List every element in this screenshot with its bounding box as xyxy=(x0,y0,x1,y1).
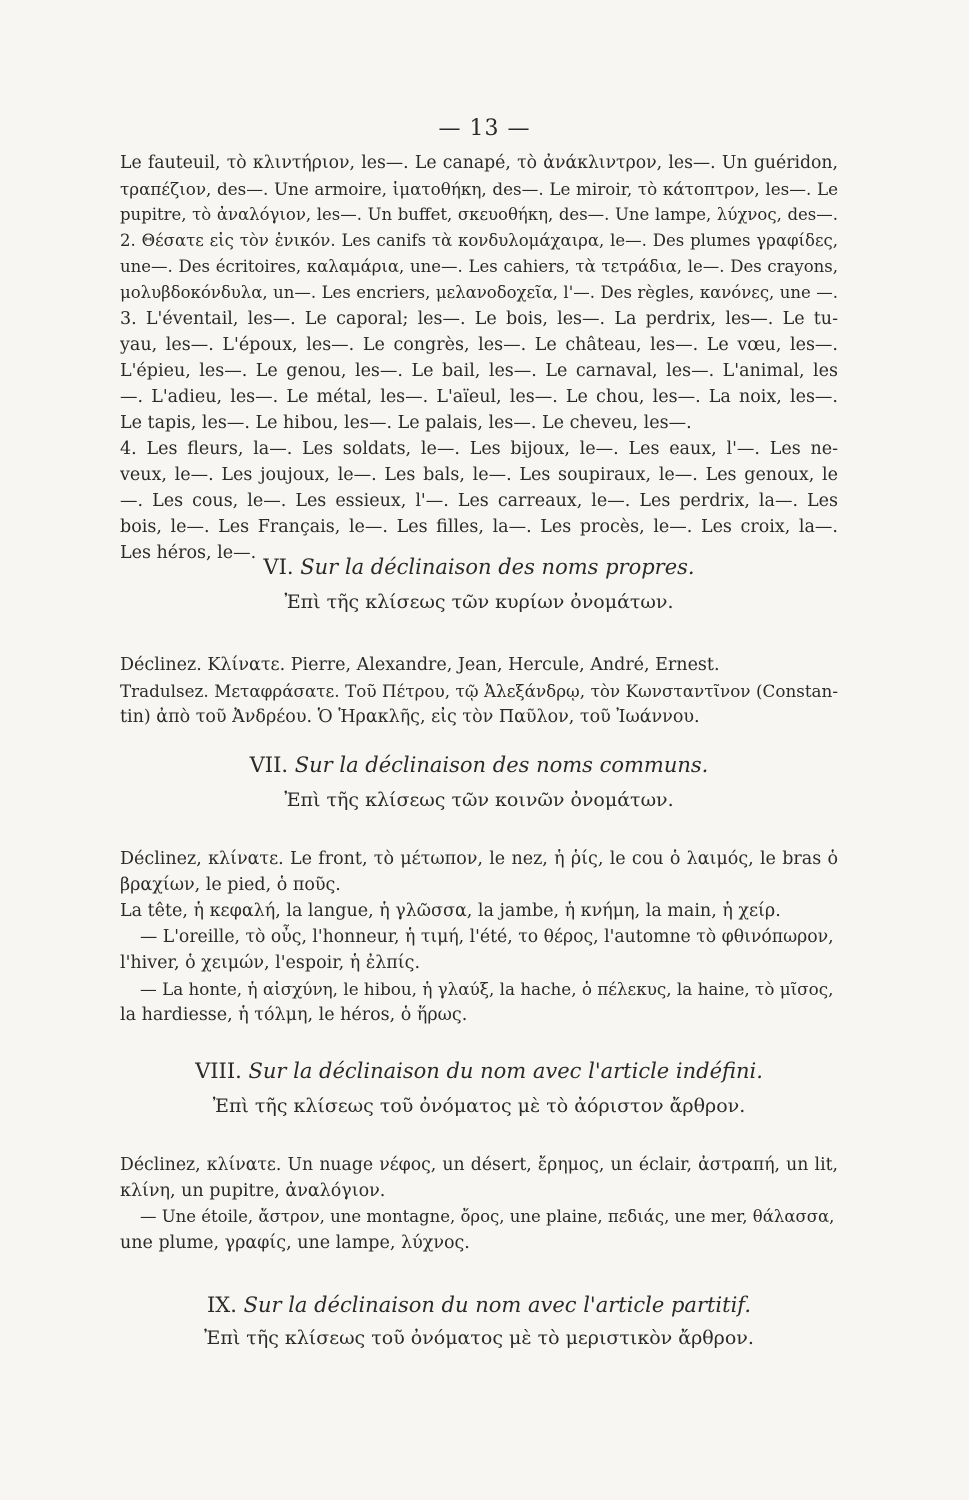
text-line: τραπέζιον, des—. Une armoire, ἱματοθήκη, des—. Le miroir, τὸ κάτοπτρον, les—. Le xyxy=(120,179,838,199)
text-line: tin) ἀπὸ τοῦ Ἀνδρέου. Ὁ Ἡρακλῆς, εἰς τὸν Παῦλον, τοῦ Ἰωάννου. xyxy=(120,707,700,727)
text-line: veux, le—. Les joujoux, le—. Les bals, le—. Les soupiraux, le—. Les genoux, le xyxy=(120,465,838,485)
text-line: bois, le—. Les Français, le—. Les filles, la—. Les procès, le—. Les croix, la—. xyxy=(120,517,838,537)
section-greek-title: Ἐπὶ τῆς κλίσεως τοῦ ὀνόματος μὲ τὸ μεριστικὸν ἄρθρον. xyxy=(204,1327,754,1349)
text-line: Déclinez. Κλίνατε. Pierre, Alexandre, Jean, Hercule, André, Ernest. xyxy=(120,655,720,675)
section-greek-title: Ἐπὶ τῆς κλίσεως τοῦ ὀνόματος μὲ τὸ ἀόριστον ἄρθρον. xyxy=(212,1095,746,1117)
text-line: —. Les cous, le—. Les essieux, l'—. Les carreaux, le—. Les perdrix, la—. Les xyxy=(120,491,838,511)
section-greek-title: Ἐπὶ τῆς κλίσεως τῶν κυρίων ὀνομάτων. xyxy=(284,591,674,613)
text-line: pupitre, τὸ ἀναλόγιον, les—. Un buffet, σκευοθήκη, des—. Une lampe, λύχνος, des—. xyxy=(120,205,838,224)
section-body-vii xyxy=(120,846,838,1028)
section-title: Sur la déclinaison des noms propres. xyxy=(300,555,695,579)
text-line: Les héros, le—. xyxy=(120,543,257,563)
text-line: — Une étoile, ἄστρον, une montagne, ὄρος, une plaine, πεδιάς, une mer, θάλασσα, xyxy=(140,1207,835,1226)
text-line: —. L'adieu, les—. Le métal, les—. L'aïeul, les—. Le chou, les—. La noix, les—. xyxy=(120,387,838,407)
section-number: IX. xyxy=(206,1293,237,1317)
section-number: VIII. xyxy=(195,1059,242,1083)
section-heading-vi xyxy=(120,552,838,582)
text-line: une—. Des écritoires, καλαμάρια, une—. Les cahiers, τὰ τετράδια, le—. Des crayons, xyxy=(120,257,838,276)
text-line: 4. Les fleurs, la—. Les soldats, le—. Les bijoux, le—. Les eaux, l'—. Les ne- xyxy=(120,439,838,459)
text-line: une plume, γραφίς, une lampe, λύχνος. xyxy=(120,1233,470,1253)
section-number: VII. xyxy=(249,753,289,777)
section-heading-ix xyxy=(120,1290,838,1320)
text-line: Déclinez, κλίνατε. Un nuage νέφος, un désert, ἔρημος, un éclair, ἀστραπή, un lit, xyxy=(120,1155,838,1175)
text-line: Le fauteuil, τὸ κλιντήριον, les—. Le canapé, τὸ ἀνάκλιντρον, les—. Un guéridon, xyxy=(120,153,838,173)
text-line: La tête, ἡ κεφαλή, la langue, ἡ γλῶσσα, la jambe, ἡ κνήμη, la main, ἡ χείρ. xyxy=(120,901,781,921)
page-number: — 13 — xyxy=(438,116,531,141)
text-line: Le tapis, les—. Le hibou, les—. Le palais, les—. Le cheveu, les—. xyxy=(120,413,692,433)
text-line: μολυβδοκόνδυλα, un—. Les encriers, μελανοδοχεῖα, l'—. Des règles, κανόνες, une —. xyxy=(120,283,838,302)
section-title: Sur la déclinaison des noms communs. xyxy=(294,753,709,777)
text-line: la hardiesse, ἡ τόλμη, le héros, ὁ ἥρως. xyxy=(120,1005,468,1025)
intro-exercise xyxy=(120,150,838,566)
text-line: βραχίων, le pied, ὁ ποῦς. xyxy=(120,875,341,895)
section-heading-viii xyxy=(120,1056,838,1086)
section-body-viii xyxy=(120,1152,838,1256)
text-line: l'hiver, ὁ χειμών, l'espoir, ἡ ἐλπίς. xyxy=(120,953,421,973)
text-line: 3. L'éventail, les—. Le caporal; les—. Le bois, les—. La perdrix, les—. Le tu- xyxy=(120,309,838,329)
section-body-vi xyxy=(120,652,838,730)
text-line: — L'oreille, τὸ οὖς, l'honneur, ἡ τιμή, l'été, το θέρος, l'automne τὸ φθινόπωρον, xyxy=(140,927,834,947)
section-heading-vii xyxy=(120,750,838,780)
text-line: yau, les—. L'époux, les—. Le congrès, les—. Le château, les—. Le vœu, les—. xyxy=(120,335,838,355)
text-line: Déclinez, κλίνατε. Le front, τὸ μέτωπον, le nez, ἡ ῥίς, le cou ὁ λαιμός, le bras ὁ xyxy=(120,849,838,869)
text-line: κλίνη, un pupitre, ἀναλόγιον. xyxy=(120,1181,386,1201)
text-line: 2. Θέσατε εἰς τὸν ἑνικόν. Les canifs τὰ κονδυλομάχαιρα, le—. Des plumes γραφίδες, xyxy=(120,231,838,250)
section-greek-title: Ἐπὶ τῆς κλίσεως τῶν κοινῶν ὀνομάτων. xyxy=(284,789,674,811)
section-title: Sur la déclinaison du nom avec l'article partitif. xyxy=(243,1293,752,1317)
text-line: Tradulsez. Μεταφράσατε. Τοῦ Πέτρου, τῷ Ἀλεξάνδρῳ, τὸν Κωνσταντῖνον (Constan- xyxy=(120,681,838,701)
text-line: — La honte, ἡ αἰσχύνη, le hibou, ἡ γλαύξ, la hache, ὁ πέλεκυς, la haine, τὸ μῖσος, xyxy=(140,979,834,999)
section-title: Sur la déclinaison du nom avec l'article indéfini. xyxy=(248,1059,763,1083)
text-line: L'épieu, les—. Le genou, les—. Le bail, les—. Le carnaval, les—. L'animal, les xyxy=(120,361,838,381)
section-number: VI. xyxy=(263,555,294,579)
